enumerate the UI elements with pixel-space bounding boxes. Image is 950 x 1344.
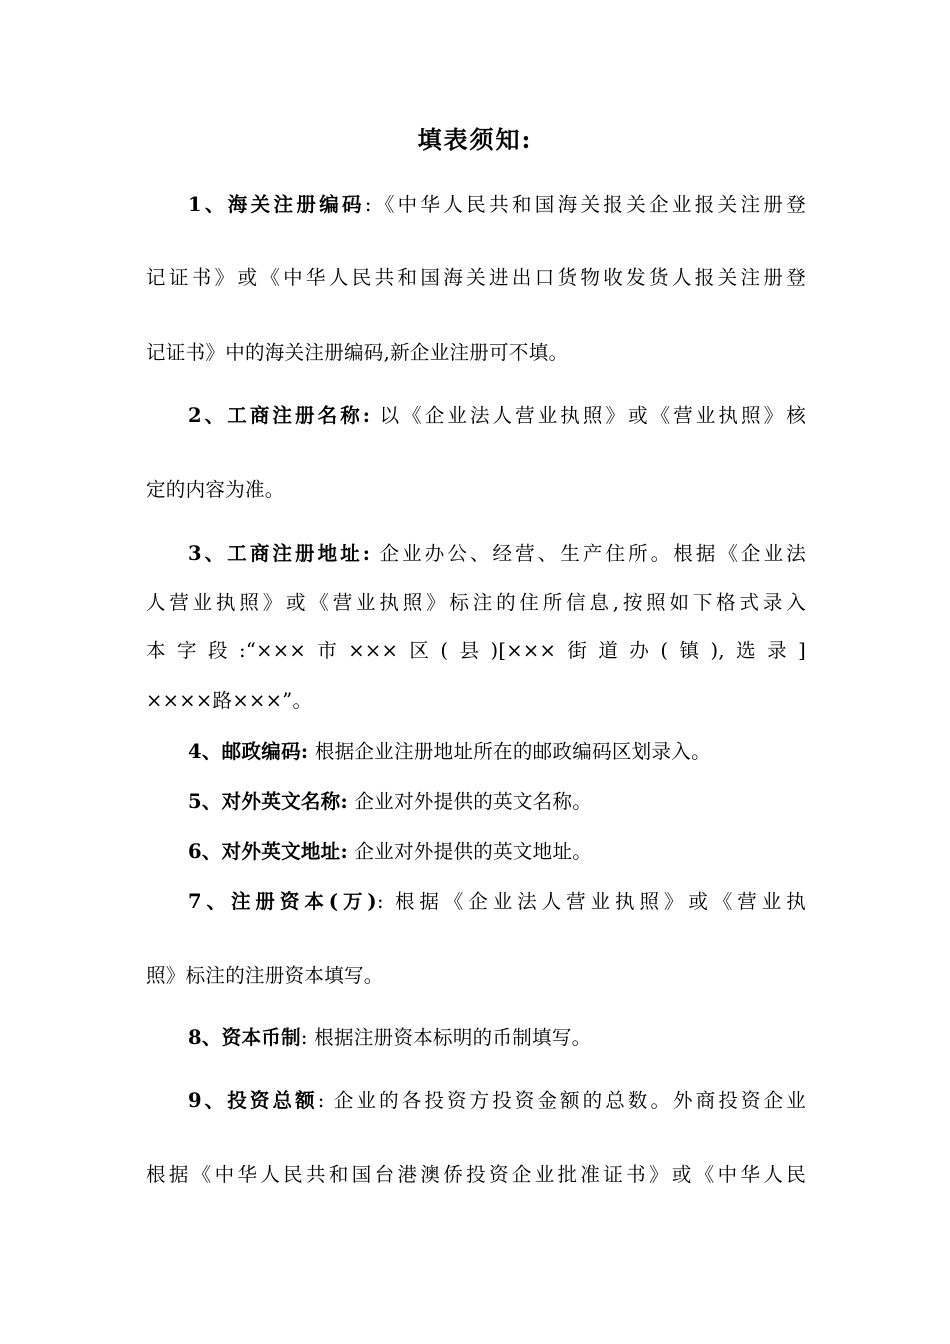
item-6-text: 企业对外提供的英文地址。 bbox=[347, 840, 593, 863]
item-8-line bbox=[188, 1025, 806, 1051]
item-3-label: 3、工商注册地址: bbox=[188, 542, 371, 565]
item-3-line-1 bbox=[188, 541, 806, 567]
item-2-label: 2、工商注册名称: bbox=[188, 404, 371, 427]
item-1-line-2: 记证书》或《中华人民共和国海关进出口货物收发货人报关注册登 bbox=[146, 266, 806, 289]
item-2-text: 以《企业法人营业执照》或《营业执照》核 bbox=[370, 404, 807, 427]
page-title: 填表须知: bbox=[417, 125, 533, 154]
item-4-text: 根据企业注册地址所在的邮政编码区划录入。 bbox=[308, 740, 711, 763]
item-7-label: 7、注册资本(万) bbox=[188, 890, 377, 913]
item-6-line bbox=[188, 839, 806, 865]
item-7-line-2: 照》标注的注册资本填写。 bbox=[146, 964, 384, 987]
item-8-text: : 根据注册资本标明的币制填写。 bbox=[300, 1026, 592, 1049]
item-5-text: 企业对外提供的英文名称。 bbox=[347, 790, 593, 813]
item-5-line bbox=[188, 789, 806, 815]
item-9-label: 9、投资总额 bbox=[188, 1089, 318, 1112]
item-3-line-3: 本字段:“×××市×××区(县)[×××街道办(镇),选录] bbox=[146, 639, 806, 662]
item-2-line-1 bbox=[188, 403, 806, 429]
item-2-line-2: 定的内容为准。 bbox=[146, 478, 285, 501]
item-3-line-2: 人营业执照》或《营业执照》标注的住所信息,按照如下格式录入 bbox=[146, 591, 806, 614]
item-5-label: 5、对外英文名称: bbox=[188, 790, 348, 813]
item-7-text: : 根据《企业法人营业执照》或《营业执 bbox=[376, 890, 806, 913]
item-1-label: 1、海关注册编码 bbox=[188, 193, 365, 216]
item-9-line-1 bbox=[188, 1088, 806, 1114]
item-3-text: 企业办公、经营、生产住所。根据《企业法 bbox=[370, 542, 807, 565]
item-9-text: : 企业的各投资方投资金额的总数。外商投资企业 bbox=[317, 1089, 806, 1112]
item-6-label: 6、对外英文地址: bbox=[188, 840, 348, 863]
item-4-line bbox=[188, 739, 806, 765]
item-1-text: :《中华人民共和国海关报关企业报关注册登 bbox=[364, 193, 806, 216]
item-8-label: 8、资本币制 bbox=[188, 1026, 301, 1049]
item-9-line-2: 根据《中华人民共和国台港澳侨投资企业批准证书》或《中华人民 bbox=[146, 1163, 806, 1186]
item-4-label: 4、邮政编码: bbox=[188, 740, 309, 763]
item-3-line-4: ××××路×××”。 bbox=[146, 689, 313, 712]
item-1-line-3: 记证书》中的海关注册编码,新企业注册可不填。 bbox=[146, 341, 569, 364]
item-7-line-1 bbox=[188, 889, 806, 915]
item-1-line-1 bbox=[188, 192, 806, 218]
